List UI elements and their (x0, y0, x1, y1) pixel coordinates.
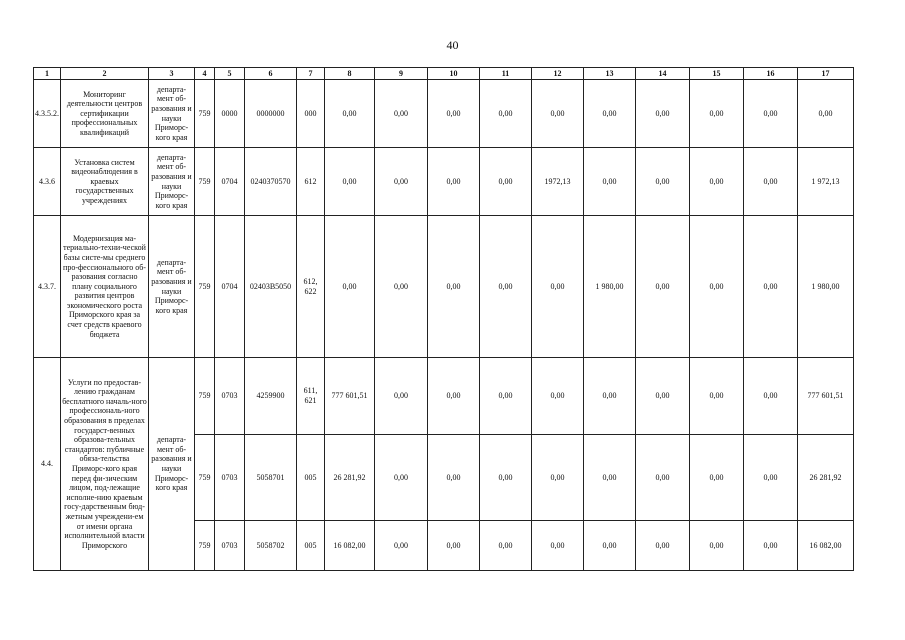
row-value: 0,00 (325, 80, 375, 148)
row-section: 0703 (215, 435, 245, 521)
row-value: 0,00 (636, 216, 690, 358)
column-header: 12 (532, 68, 584, 80)
row-target-article: 5058702 (245, 521, 297, 571)
row-value: 0,00 (325, 216, 375, 358)
row-expense-type: 005 (297, 521, 325, 571)
row-value: 1 980,00 (798, 216, 854, 358)
row-department: департа-мент об-разования и науки Приморс-кого края (149, 80, 195, 148)
row-value: 0,00 (584, 521, 636, 571)
row-value: 0,00 (584, 148, 636, 216)
row-value: 0,00 (532, 216, 584, 358)
row-value: 1 980,00 (584, 216, 636, 358)
row-value: 0,00 (428, 358, 480, 435)
row-value: 0,00 (480, 435, 532, 521)
row-expense-type: 005 (297, 435, 325, 521)
row-value: 0,00 (690, 521, 744, 571)
column-header: 16 (744, 68, 798, 80)
row-target-article: 0000000 (245, 80, 297, 148)
row-value: 0,00 (744, 521, 798, 571)
row-target-article: 5058701 (245, 435, 297, 521)
table-row (34, 80, 854, 148)
row-value: 0,00 (584, 435, 636, 521)
row-value: 0,00 (744, 358, 798, 435)
table-row (34, 358, 854, 435)
row-value: 1972,13 (532, 148, 584, 216)
row-value: 0,00 (480, 148, 532, 216)
row-name: Установка систем видеонаблюдения в краевых государственных учреждениях (61, 148, 149, 216)
row-value: 0,00 (428, 148, 480, 216)
row-expense-type: 611, 621 (297, 358, 325, 435)
column-header: 15 (690, 68, 744, 80)
row-value: 0,00 (636, 148, 690, 216)
column-header: 9 (375, 68, 428, 80)
row-value: 0,00 (375, 435, 428, 521)
row-value: 0,00 (690, 358, 744, 435)
row-department: департа-мент об-разования и науки Приморс-кого края (149, 358, 195, 571)
row-section: 0703 (215, 358, 245, 435)
column-header: 4 (195, 68, 215, 80)
row-value: 0,00 (325, 148, 375, 216)
row-value: 0,00 (375, 80, 428, 148)
row-name: Модернизация ма-териально-техни-ческой базы систе-мы среднего про-фессионального об-разования согласно плану социального развития центров экономического роста Приморского края за счет средств краевого бюджета (61, 216, 149, 358)
row-expense-type: 000 (297, 80, 325, 148)
row-value: 0,00 (532, 435, 584, 521)
row-value: 0,00 (375, 358, 428, 435)
row-department: департа-мент об-разования и науки Приморс-кого края (149, 216, 195, 358)
table-row (34, 216, 854, 358)
row-value: 0,00 (532, 358, 584, 435)
row-value: 0,00 (690, 80, 744, 148)
row-code: 4.3.5.2. (34, 80, 61, 148)
column-header: 3 (149, 68, 195, 80)
row-value: 1 972,13 (798, 148, 854, 216)
row-code: 4.3.6 (34, 148, 61, 216)
row-name: Услуги по предостав-лению гражданам бесплатного началь-ного профессиональ-ного образования в пределах государст-венных образова-тельных стандартов: публичные обяза-тельства Приморс-кого края перед фи-зическим лицом, под-лежащие исполне-нию краевым госу-дарственным бюд-жетным учреждени-ем от имени органа исполнительной власти Приморского (61, 358, 149, 571)
row-department: департа-мент об-разования и науки Приморс-кого края (149, 148, 195, 216)
row-value: 0,00 (375, 521, 428, 571)
column-header: 2 (61, 68, 149, 80)
row-value: 0,00 (584, 80, 636, 148)
row-target-article: 4259900 (245, 358, 297, 435)
row-code: 4.4. (34, 358, 61, 571)
row-section: 0704 (215, 216, 245, 358)
row-value: 0,00 (532, 80, 584, 148)
row-value: 26 281,92 (325, 435, 375, 521)
table-row (34, 148, 854, 216)
column-header: 1 (34, 68, 61, 80)
row-value: 0,00 (744, 216, 798, 358)
row-value: 16 082,00 (325, 521, 375, 571)
column-header: 13 (584, 68, 636, 80)
row-code: 4.3.7. (34, 216, 61, 358)
row-value: 0,00 (636, 358, 690, 435)
row-value: 0,00 (636, 80, 690, 148)
row-section: 0000 (215, 80, 245, 148)
row-value: 0,00 (584, 358, 636, 435)
column-header: 14 (636, 68, 690, 80)
row-value: 0,00 (375, 216, 428, 358)
column-header: 6 (245, 68, 297, 80)
row-value: 0,00 (375, 148, 428, 216)
row-value: 0,00 (690, 435, 744, 521)
row-value: 0,00 (480, 216, 532, 358)
row-value: 0,00 (532, 521, 584, 571)
row-section: 0704 (215, 148, 245, 216)
row-value: 0,00 (428, 435, 480, 521)
row-value: 0,00 (428, 80, 480, 148)
row-grbs: 759 (195, 435, 215, 521)
row-grbs: 759 (195, 521, 215, 571)
column-header: 17 (798, 68, 854, 80)
page-number: 40 (446, 38, 459, 52)
row-value: 0,00 (480, 358, 532, 435)
row-value: 0,00 (480, 80, 532, 148)
column-header: 8 (325, 68, 375, 80)
row-value: 16 082,00 (798, 521, 854, 571)
row-value: 0,00 (798, 80, 854, 148)
row-grbs: 759 (195, 358, 215, 435)
row-expense-type: 612, 622 (297, 216, 325, 358)
row-value: 26 281,92 (798, 435, 854, 521)
column-header: 10 (428, 68, 480, 80)
row-expense-type: 612 (297, 148, 325, 216)
row-value: 0,00 (690, 148, 744, 216)
row-value: 0,00 (690, 216, 744, 358)
row-target-article: 02403В5050 (245, 216, 297, 358)
row-name: Мониторинг деятельности центров сертификации профессиональных квалификаций (61, 80, 149, 148)
row-section: 0703 (215, 521, 245, 571)
row-value: 0,00 (428, 521, 480, 571)
row-value: 0,00 (480, 521, 532, 571)
row-value: 0,00 (636, 435, 690, 521)
row-value: 0,00 (636, 521, 690, 571)
row-value: 0,00 (428, 216, 480, 358)
budget-table (33, 67, 854, 571)
column-header: 11 (480, 68, 532, 80)
row-value: 0,00 (744, 148, 798, 216)
row-value: 777 601,51 (798, 358, 854, 435)
row-value: 0,00 (744, 80, 798, 148)
row-grbs: 759 (195, 80, 215, 148)
row-grbs: 759 (195, 148, 215, 216)
row-target-article: 0240370570 (245, 148, 297, 216)
header-row (34, 68, 854, 80)
row-value: 777 601,51 (325, 358, 375, 435)
column-header: 7 (297, 68, 325, 80)
row-grbs: 759 (195, 216, 215, 358)
column-header: 5 (215, 68, 245, 80)
row-value: 0,00 (744, 435, 798, 521)
